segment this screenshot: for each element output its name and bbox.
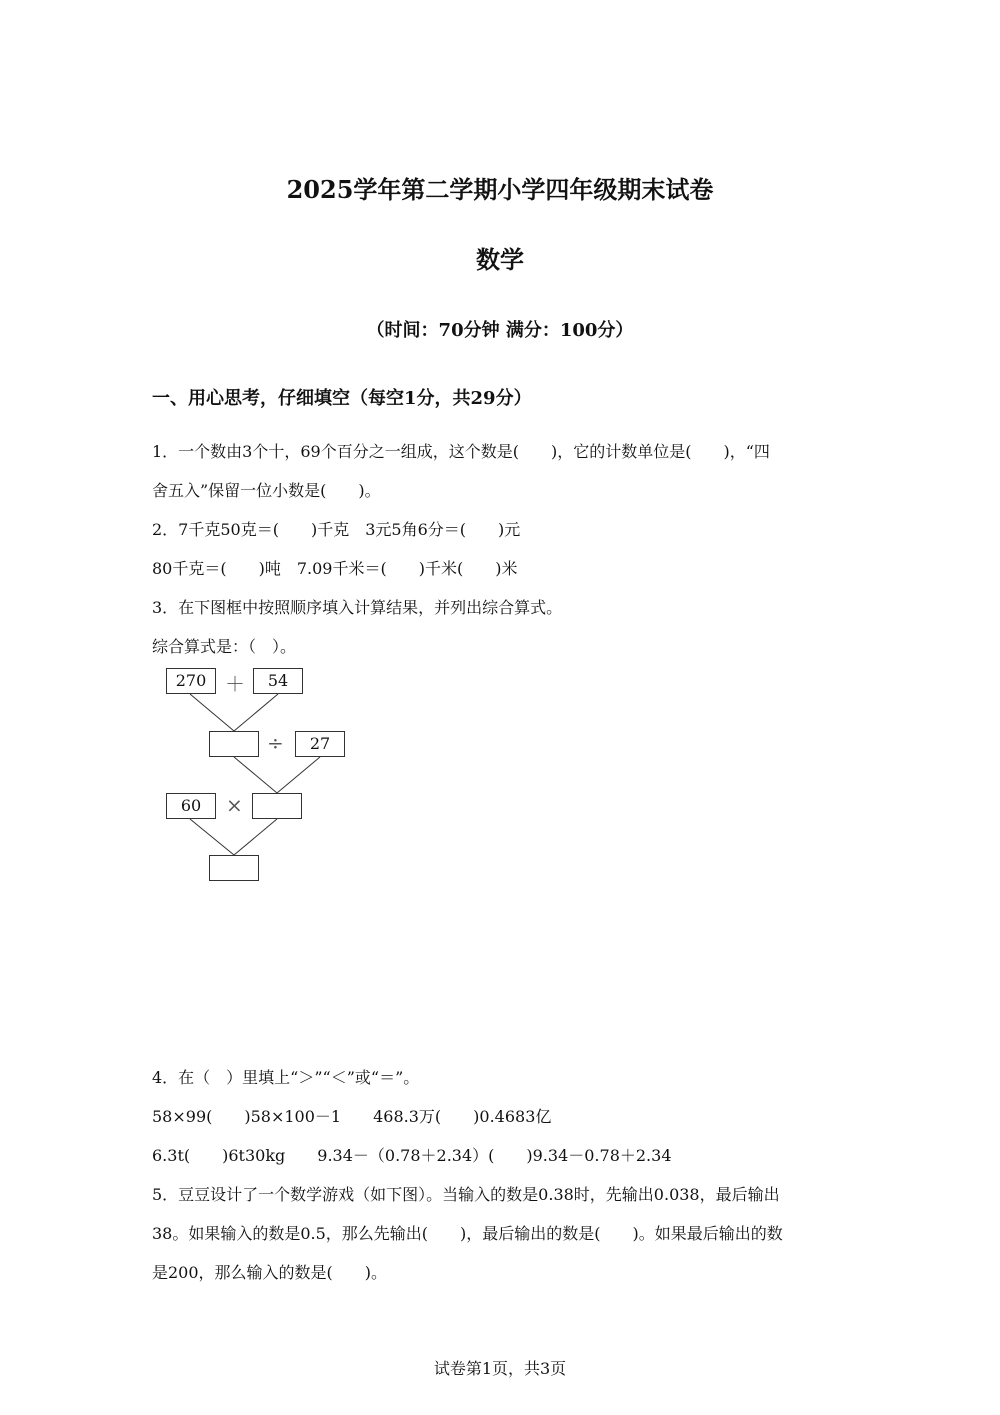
plus-sign: ＋ [225, 672, 245, 696]
diagram-box-60: 60 [166, 793, 216, 819]
question-4-line-3: 6.3t( )6t30kg 9.34－（0.78＋2.34）( )9.34－0.78＋2.34 [152, 1146, 672, 1165]
diagram-answer-box-2[interactable] [252, 793, 302, 819]
question-1-line-2: 舍五入”保留一位小数是( )。 [152, 481, 381, 500]
question-4-line-2: 58×99( )58×100－1 468.3万( )0.4683亿 [152, 1107, 552, 1126]
multiply-sign: × [226, 793, 243, 817]
question-2-line-2: 80千克＝( )吨 7.09千米＝( )千米( )米 [152, 559, 518, 578]
question-5-line-1: 5．豆豆设计了一个数学游戏（如下图）。当输入的数是0.38时，先输出0.038，最后输出 [152, 1185, 780, 1204]
divide-sign: ÷ [267, 731, 284, 755]
time-info: （时间：70分钟 满分：100分） [366, 320, 634, 341]
exam-title: 2025学年第二学期小学四年级期末试卷 [286, 175, 714, 204]
diagram-answer-box-1[interactable] [209, 731, 259, 757]
section-heading: 一、用心思考，仔细填空（每空1分，共29分） [152, 388, 532, 409]
diagram-box-27: 27 [295, 731, 345, 757]
diagram-box-270: 270 [166, 668, 216, 694]
diagram-box-54: 54 [253, 668, 303, 694]
question-4-line-1: 4．在（ ）里填上“＞”“＜”或“＝”。 [152, 1068, 420, 1087]
page-footer: 试卷第1页，共3页 [433, 1359, 567, 1378]
question-3-line-1: 3．在下图框中按照顺序填入计算结果，并列出综合算式。 [152, 598, 563, 617]
question-3-line-2: 综合算式是：（ ）。 [152, 637, 297, 656]
question-2-line-1: 2．7千克50克＝( )千克 3元5角6分＝( )元 [152, 520, 521, 539]
question-1-line-1: 1．一个数由3个十，69个百分之一组成，这个数是( )，它的计数单位是( )，“四 [152, 442, 770, 461]
question-5-line-2: 38。如果输入的数是0.5，那么先输出( )，最后输出的数是( )。如果最后输出的数 [152, 1224, 783, 1243]
diagram-answer-box-final[interactable] [209, 855, 259, 881]
subject-title: 数学 [476, 245, 524, 274]
question-5-line-3: 是200，那么输入的数是( )。 [152, 1263, 388, 1282]
